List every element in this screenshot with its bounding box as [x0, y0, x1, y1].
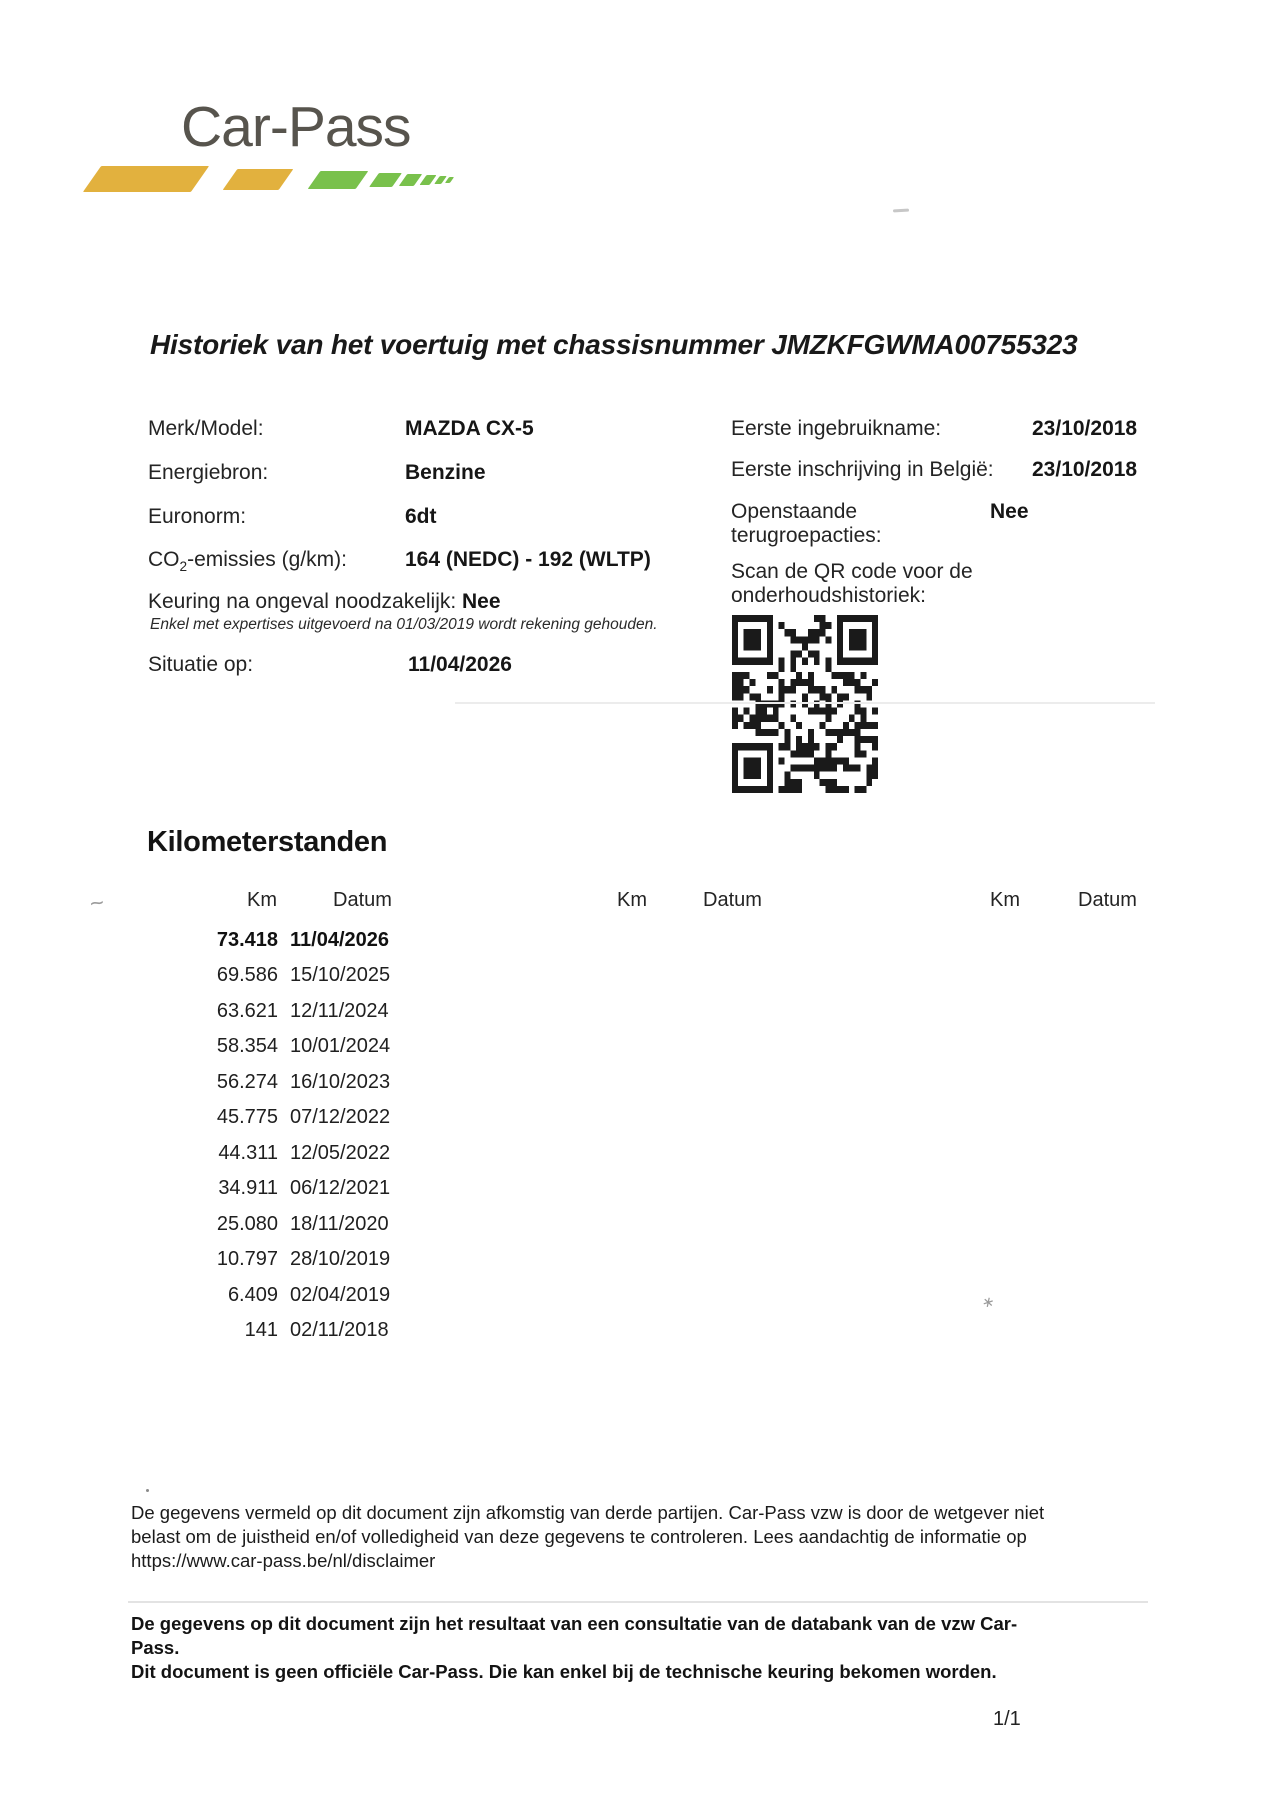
- logo-stripe-icon: [223, 169, 294, 190]
- logo-stripe-icon: [83, 166, 209, 192]
- km-value: 34.911: [218, 1177, 278, 1199]
- table-row: [140, 1319, 389, 1342]
- km-value: 6.409: [227, 1284, 278, 1306]
- disclaimer-text: [131, 1501, 1051, 1574]
- km-value: 63.621: [216, 1000, 278, 1022]
- datum-value: 12/11/2024: [290, 1000, 389, 1022]
- field-value-euronorm: 6dt: [405, 505, 437, 528]
- field-value-ingebruikname: 23/10/2018: [1032, 417, 1138, 440]
- logo-stripe-icon: [369, 173, 402, 187]
- logo-stripe-icon: [308, 171, 369, 189]
- km-value: 69.586: [216, 964, 278, 986]
- carpass-logo-text: Car-Pass: [181, 95, 411, 159]
- field-label-inschrijving: Eerste inschrijving in België:: [731, 458, 994, 481]
- km-value: 25.080: [216, 1213, 278, 1235]
- datum-value: 11/04/2026: [290, 929, 389, 951]
- datum-value: 10/01/2024: [290, 1035, 391, 1057]
- qr-caption: [731, 560, 973, 608]
- datum-value: 02/11/2018: [290, 1319, 389, 1341]
- datum-value: 16/10/2023: [290, 1071, 391, 1093]
- notice-line1: De gegevens op dit document zijn het resultaat van een consultatie van de databank van de vzw Car-Pass.: [131, 1613, 1018, 1659]
- datum-value: 28/10/2019: [290, 1248, 391, 1270]
- table-row: [140, 1106, 390, 1129]
- km-value: 44.311: [218, 1142, 278, 1164]
- field-label-energiebron: Energiebron:: [148, 461, 269, 484]
- table-row: [140, 964, 390, 987]
- field-value-keuring: Nee: [462, 590, 501, 613]
- field-label-terugroepacties: [731, 500, 882, 548]
- keuring-note: Enkel met expertises uitgevoerd na 01/03/2019 wordt rekening gehouden.: [150, 616, 658, 633]
- table-row: [140, 1000, 389, 1023]
- km-value: 56.274: [216, 1071, 278, 1093]
- datum-value: 12/05/2022: [290, 1142, 391, 1164]
- disclaimer-url: https://www.car-pass.be/nl/disclaimer: [131, 1550, 436, 1572]
- disclaimer-line1: De gegevens vermeld op dit document zijn afkomstig van derde partijen. Car-Pass vzw is door de wetgever niet: [131, 1502, 1045, 1523]
- scan-artifact: [893, 209, 909, 213]
- table-row: [140, 1284, 390, 1307]
- table-row: [140, 1035, 390, 1058]
- qr-code: [732, 615, 878, 793]
- datum-value: 02/04/2019: [290, 1284, 391, 1306]
- field-value-merk-model: MAZDA CX-5: [405, 417, 534, 440]
- scan-artifact: ~: [87, 888, 107, 919]
- field-label-co2: [148, 548, 347, 574]
- scan-artifact: ∗: [980, 1292, 997, 1313]
- official-notice-text: [131, 1612, 1051, 1685]
- co2-label-sub: 2: [179, 559, 188, 575]
- field-value-situatie: 11/04/2026: [408, 653, 512, 676]
- column-header-km-3: Km: [990, 889, 1020, 911]
- field-value-energiebron: Benzine: [405, 461, 486, 484]
- terugroepacties-line1: Openstaande: [731, 500, 858, 523]
- field-label-merk-model: Merk/Model:: [148, 417, 264, 440]
- co2-label-pre: CO: [148, 548, 180, 571]
- section-heading-kilometerstanden: Kilometerstanden: [147, 826, 388, 858]
- column-header-km-1: Km: [247, 889, 277, 911]
- table-row: [140, 1177, 390, 1200]
- qr-caption-line2: onderhoudshistoriek:: [731, 584, 926, 607]
- column-header-km-2: Km: [617, 889, 647, 911]
- datum-value: 06/12/2021: [290, 1177, 391, 1199]
- disclaimer-line2: belast om de juistheid en/of volledigheid van deze gegevens te controleren. Lees aandachtig de informatie op: [131, 1526, 1027, 1548]
- table-row: [140, 1213, 389, 1236]
- field-label-situatie: Situatie op:: [148, 653, 254, 676]
- datum-value: 18/11/2020: [290, 1213, 389, 1235]
- column-header-datum-1: Datum: [333, 889, 392, 911]
- field-label-keuring: Keuring na ongeval noodzakelijk:: [148, 590, 457, 613]
- km-value: 10.797: [216, 1248, 278, 1270]
- column-header-datum-3: Datum: [1078, 889, 1137, 911]
- qr-caption-line1: Scan de QR code voor de: [731, 560, 973, 583]
- table-row: [140, 929, 389, 952]
- notice-line2: Dit document is geen officiële Car-Pass. Die kan enkel bij de technische keuring bekomen worden.: [131, 1661, 997, 1683]
- datum-value: 15/10/2025: [290, 964, 391, 986]
- field-value-co2: 164 (NEDC) - 192 (WLTP): [405, 548, 651, 571]
- km-value: 58.354: [216, 1035, 278, 1057]
- field-value-terugroepacties: Nee: [990, 500, 1029, 523]
- page-title: Historiek van het voertuig met chassisnummer JMZKFGWMA00755323: [150, 329, 1078, 360]
- field-value-inschrijving: 23/10/2018: [1032, 458, 1138, 481]
- table-row: [140, 1142, 390, 1165]
- co2-label-post: -emissies (g/km):: [187, 548, 347, 571]
- field-label-euronorm: Euronorm:: [148, 505, 247, 528]
- scan-artifact: [128, 1601, 1148, 1603]
- table-row: [140, 1248, 390, 1271]
- field-label-ingebruikname: Eerste ingebruikname:: [731, 417, 942, 440]
- logo-stripe-icon: [445, 177, 454, 183]
- km-value: 73.418: [216, 929, 278, 951]
- km-value: 141: [244, 1319, 278, 1341]
- datum-value: 07/12/2022: [290, 1106, 391, 1128]
- table-row: [140, 1071, 390, 1094]
- km-value: 45.775: [216, 1106, 278, 1128]
- column-header-datum-2: Datum: [703, 889, 762, 911]
- scan-artifact: [146, 1489, 149, 1492]
- page-number: 1/1: [993, 1708, 1021, 1730]
- terugroepacties-line2: terugroepacties:: [731, 524, 882, 547]
